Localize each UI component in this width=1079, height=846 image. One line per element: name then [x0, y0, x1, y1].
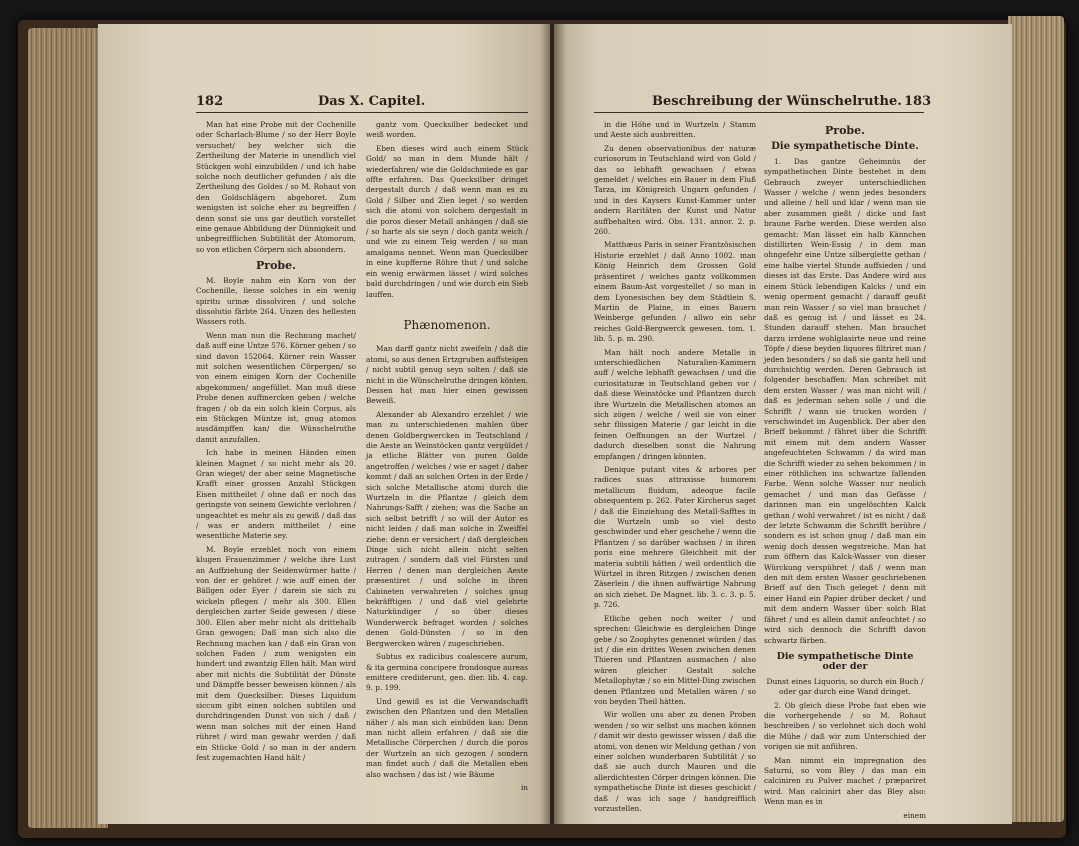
right-page-column-1 [594, 120, 756, 817]
paragraph: M. Boyle nahm ein Korn von der Cochenille, liesse solches in ein wenig spiritu urinæ dissolviren / und solche dissolutio färbte 264. Unzen des hellesten Wassers roth. [196, 275, 356, 327]
page-number-right: 183 [904, 94, 932, 109]
paragraph: Matthæus Paris in seiner Frantzösischen Historie erzehlet / daß Anno 1002. man König Heinrich dem Grossen Gold präsentiret / welches gantz vollkommen einem Baum-Ast vorgestellet / so man in dem Lyonesischen bey dem Städtlein S. Martin de Plaine, in eines Bauern Weinberge gefunden / allwo ein sehr reiches Gold-Bergwerck gewesen. tom. 1. lib. 5. p. m. 290. [594, 240, 756, 344]
header-rule-right [594, 112, 924, 113]
paragraph: Man hat eine Probe mit der Cochenille oder Scharlach-Blume / so der Herr Boyle versuchet/ bey welcher sich die Zertheilung der Materie in unendlich viel Stückgen wohl einzubilden / und ich habe solche noch deutlicher gefunden / als die Zertheilung des Goldes / so M. Rohaut von den Goldschlägern abgehoret. Zum wenigsten ist solche eher zu begreiffen / denn sonst sie uns gar deutlich vorstellet eine genaue Abbildung der Dünnigkeit und unbegreifflichen Subtilität der Atomorum, so von etlichen Cörpern sich absondern. [196, 120, 356, 254]
paragraph: Wenn man nun die Rechnung machet/ daß auff eine Untze 576. Körner gehen / so sind davon 152064. Körner rein Wasser mit solchen wesentlichen Cörpergen/ so von einem einigen Korn der Cochenille abgekommen/ angefüllet. Man muß diese Probe denen auffmercken geben / welche fragen / ob da ein solch klein Corpus, als ein Stückgen Müntze ist, gnug atomos ausdämpffen kan/ die Wünschelruthe damit anzufallen. [196, 330, 356, 444]
paragraph: gantz vom Quecksilber bedecket und weiß worden. [366, 120, 528, 140]
left-page-edges [28, 28, 108, 828]
left-page-column-1 [196, 120, 356, 766]
paragraph: Und gewiß es ist die Verwandschafft zwischen den Pflantzen und den Metallen näher / als man sich einbilden kan: Denn man nicht allein erfahren / daß sie die Metallische Cörperchen / durch die poros der Wurtzeln an sich gezogen / sondern man findet auch / daß die Metallen eben also wachsen / das ist / wie Bäume [366, 696, 528, 779]
section-heading: Die sympathetische Dinte oder der [776, 650, 914, 673]
paragraph: Man darff gantz nicht zweifeln / daß die atomi, so aus denen Ertzgruben auffsteigen / nicht subtil genug seyn solten / daß sie nicht in die Wünschelruthe dringen könten. Dessen hat man hier einen gewissen Beweiß. [366, 344, 528, 406]
left-page-column-2 [366, 120, 528, 793]
section-subheading: Die sympathetische Dinte. [771, 141, 919, 153]
paragraph: Subtus ex radicibus coalescere aurum, & ita germina concipere frondosque aureas emittere crediderunt, gen. dier. lib. 4. cap. 9. p. 199. [366, 652, 528, 693]
left-page [98, 24, 550, 824]
paragraph: 1. Das gantze Geheimnüs der sympathetischen Dinte bestehet in dem Gebrauch zweyer unterschiedlichen Wasser / welche / wenn jedes besonders und alleine / hell und klar / wenn man sie aber zusammen gießt / dicke und fast braune Farbe werden. Diese werden also gemacht: Man lässet ein halb Kännchen distillirten Wein-Essig / in dem man ohngefehr eine Untze silberglette gethan / eine halbe viertel Stunde auffsieden / und dieses ist das Erste. Das Andere wird aus einem Stück lebendigen Kalcks / und ein wenig operment gemacht / darauff geußt man rein Wasser / so viel man brauchet / daß es genug ist / und lässet es 24. Stunden darauff stehen. Man brauchet darzu irrdene wohlglasirte neue und reine Töpfe / diese beyden liquores filtriret man / jeden besonders / so daß sie gantz hell und durchsichtig werden. Deren Gebrauch ist folgender beschaffen: Man schreibet mit dem ersten Wasser / was man nicht will / daß es jederman sehen solle / und die Schrifft / wann sie trucken worden / verschwindet im Augenblick. Der aber den Brieff bekommt / fähret über die Schrifft mit einem mit dem andern Wasser angefeuchteten Schwamm / da wird man die Schrifft wieder zu sehen bekommen / in einer röthlichen ins schwartze fallenden Farbe. Wenn solche Wasser nur neulich gemachet / und man das Gefässe / darinnen man ein ungelöschten Kalck gethan / wohl verwahret / ist es nicht / daß der letzte Schwamm die Schrifft berühre / sondern es ist schon gnug / daß man ein wenig doch dessen wegstreiche. Man hat zum öfftern das Kalck-Wasser von dieser Würckung verspühret / daß / wenn man den mit dem ersten Wasser geschriebenen Brieff auf den Tisch geleget / denn mit einer Hand ein Papier drüber decket / und mit dem andern Wasser über solch Blat fähret / und es allein damit anfeuchtet / so wird sich dennoch die Schrifft davon schwartz färben. [764, 156, 926, 645]
section-heading: Probe. [256, 259, 296, 273]
paragraph: Man nimmt ein impregnation des Saturni, so vom Bley / das man ein calciniren zu Pulver machet / præpariret wird. Man calcinirt aber das Bley also: Wenn man es in [764, 755, 926, 807]
section-heading: Phænomenon. [403, 317, 491, 332]
right-page-column-2 [764, 120, 926, 821]
paragraph: M. Boyle erzehlet noch von einem klugen Frauenzimmer / welche ihre Lust an Auffziehung der Seidenwürmer hatte / von der er gehöret / wie auff einen der Bällgen oder Eyer / darein sie sich zu wickeln pflegen / mehr als 300. Ellen dergleichen zarter Seide gewesen / diese 300. Ellen aber mehr nicht als drittehalb Gran gewogen; Daß man sich also die Rechnung machen kan / daß ein Gran von solchen Faden / zum wenigsten ein hundert und zwantzig Ellen hält. Man wird aber mit nichts die Subtilität der Dünste und Dämpffe besser beweisen können / als mit dem Quecksilber. Dieses Liquidum siccum gibt einen solchen subtilen und durchdringenden Dunst von sich / daß / wenn man solches mit der einen Hand rühret / wird man gewahr werden / daß ein Stücke Gold / so man in der andern fest zugemachten Hand hält / [196, 544, 356, 762]
paragraph: Alexander ab Alexandro erzehlet / wie man zu unterschiedenen mahlen über denen Goldbergwercken in Teutschland / die Aeste an Weinstöcken gantz vergüldet / ja etliche Blätter von puren Golde angetroffen / welches / wie er saget / daher kommt / daß an solchen Orten in der Erde / sich solche Metallische atomi durch die Wurtzeln in die Pflantze / gleich dem Nahrungs-Safft / ziehen; was die Sache an sich selbst betrifft / so will der Autor es nicht leiden / daß man solche in Zweiffel ziehe: denn er versichert / daß dergleichen Dinge sich nicht allein nicht selten zutragen / sondern daß viel Fürsten und Herren / denen man dergleichen Aeste præsentiret / und solche in ihren Cabineten verwahreten / solches gnug bekräfftigen / und daß viel gelehrte Naturkündiger / so über dieses Wunderwerck befraget worden / solches denen Gold-Dünsten / so in den Bergwercken wären / zugeschrieben. [366, 409, 528, 648]
book-gutter [540, 24, 566, 824]
right-page-edges [1008, 16, 1064, 822]
header-rule-left [196, 112, 528, 113]
paragraph: Zu denen observationibus der naturæ curiosorum in Teutschland wird von Gold / das so lebhafft gewachsen / etwas gemeldet / welches ein Bauer in dem Fluß Tarza, im Königreich Ungarn gefunden / und in des Kaysers Kunst-Kammer unter andern Raritäten der Kunst und Natur auffbehalten wird. Obs. 131. annor. 2. p. 260. [594, 143, 756, 237]
paragraph: 2. Ob gleich diese Probe fast eben wie die vorhergehende / so M. Rohaut beschreiben / so verlohnet sich doch wohl die Mühe / daß wir zum Unterschied der vorigen sie mit anführen. [764, 700, 926, 752]
catchword: einem [903, 810, 926, 820]
running-title-right: Beschreibung der Wünschelruthe. [652, 94, 902, 109]
paragraph: Ich habe in meinen Händen einen kleinen Magnet / so nicht mehr als 20. Gran wieget/ der aber seine Magnetische Krafft einer grossen Anzahl Stückgen Eisen mittheilet / ohne daß er noch das geringste von seinem Gewichte verlohren / ungeachtet es mehr als zu gewiß / daß das / was er andern mittheilet / eine wesentliche Materie sey. [196, 448, 356, 541]
paragraph: Etliche gehen noch weiter / und sprechen: Gleichwie es dergleichen Dinge gebe / so Zoophytes genennet würden / das ist / die ein drittes Wesen zwischen denen Thieren und Pflantzen ausmachen / also wären gleicher Gestalt solche Metallophytæ / so ein Mittel-Ding zwischen denen Pflantzen und Metallen wären / so von beyden Theil hätten. [594, 613, 756, 706]
catchword: in [520, 782, 528, 792]
section-heading: Probe. [825, 124, 865, 137]
paragraph: Man hält noch andere Metalle in unterschiedlichen Naturalien-Kammern auff / welche lebhafft gewachsen / und die curiositaturæ in Teutschland geben vor / daß diese Weinstöcke und Pflantzen durch ihre Wurtzeln die Metallischen atomos an sich zögen / welche / weil sie von einer sehr flüssigen Materie / gar leicht in die feinen Oeffnungen an der Wurtzel / dadurch dieselben sonst die Nahrung empfangen / dringen könnten. [594, 347, 756, 461]
paragraph: Denique putant vites & arbores per radices suas attraxisse humorem metallicum fluidum, adeoque facile obsequentem p. 262. Pater Kircherus saget / daß die Einziehung des Metall-Safftes in die Wurtzeln umb so viel desto geschwinder und eher geschehe / wenn die Pflantzen / so darüber wachsen / in ihren poris eine mehrere Gleichheit mit der materia subtili hätten / weil ordentlich die Würtzel in ihren Ritzgen / zwischen denen Zäserlein / die ihnen auffwärtige Nahrung an sich ziehet. De Magnet. lib. 3. c. 3. p. 5. p. 726. [594, 465, 756, 610]
paragraph: Eben dieses wird auch einem Stück Gold/ so man in dem Munde hält / wiederfahren/ wie die Goldschmiede es gar offte erfahren. Das Quecksilber dringet dergestalt durch / daß wenn man es zu Gold / Silber und Zien leget / so werden sich die atomi von solchem dergestalt in die poros dieser Metall anhängen / daß sie / so harte als sie seyn / doch gantz weich / und wie zu einem Teig werden / so man amalgama nennet. Wenn man Quecksilber in eine kupfferne Röhre thut / und solche ein wenig erwärmen lässet / wird solches bald durchdringen / und wie durch ein Sieb lauffen. [366, 143, 528, 299]
running-title-left: Das X. Capitel. [318, 94, 426, 109]
right-page [554, 24, 1012, 824]
page-number-left: 182 [196, 94, 224, 109]
paragraph: Wir wollen uns aber zu denen Proben wenden / so wir selbst uns machen können / damit wir desto gewisser wissen / daß die atomi, von denen wir Meldung gethan / von einer solchen wunderbaren Subtilität / so daß sie auch durch Mauren und die allerdichtesten Cörper dringen können. Die sympathetische Dinte ist dieses geschickt / daß / was ich sage / handgreifflich vorzustellen. [594, 710, 756, 813]
section-subheading: Dunst eines Liquoris, so durch ein Buch / oder gar durch eine Wand dringet. [766, 676, 924, 697]
paragraph: in die Höhe und in Wurtzeln / Stamm und Aeste sich ausbreitten. [594, 120, 756, 140]
